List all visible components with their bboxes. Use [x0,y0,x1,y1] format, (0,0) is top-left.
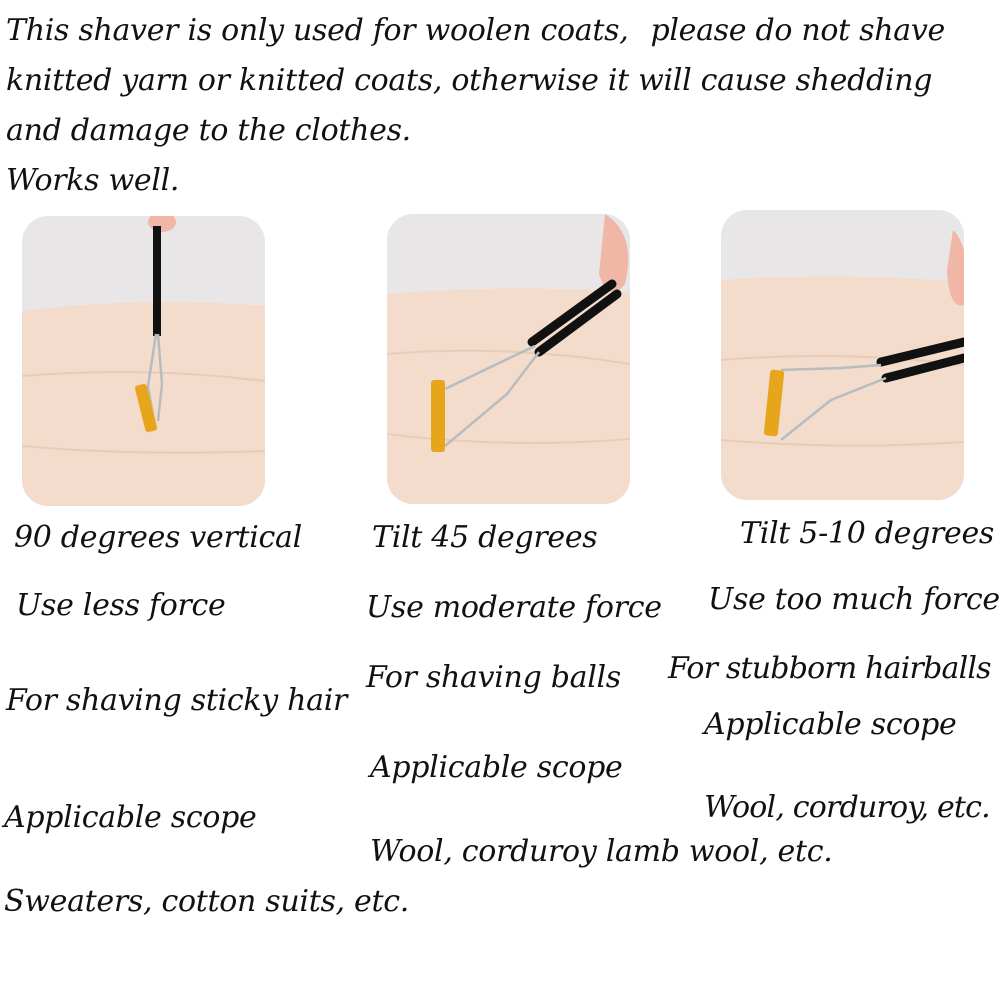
col1-scope: Sweaters, cotton suits, etc. [4,884,409,919]
col3-scope-label: Applicable scope [704,707,957,742]
col1-purpose: For shaving sticky hair [6,683,348,718]
intro-line-3: and damage to the clothes. [6,113,411,148]
col1-scope-label: Applicable scope [4,800,257,835]
intro-line-2: knitted yarn or knitted coats, otherwise it will cause shedding [6,63,933,98]
col3-force: Use too much force [708,582,1000,617]
col2-scope: Wool, corduroy lamb wool, etc. [370,834,833,869]
photo-45-degree-use [387,214,630,504]
intro-line-4: Works well. [6,163,180,198]
col2-purpose: For shaving balls [366,660,621,695]
photo-low-angle-use [721,210,964,500]
col3-scope: Wool, corduroy, etc. [704,790,990,825]
col2-angle: Tilt 45 degrees [372,520,598,555]
col3-angle: Tilt 5-10 degrees [740,516,995,551]
intro-line-1: This shaver is only used for woolen coats, please do not shave [6,13,945,48]
col2-scope-label: Applicable scope [370,750,623,785]
col3-purpose: For stubborn hairballs [668,651,991,686]
col1-force: Use less force [16,588,226,623]
intro-text [6,6,945,206]
photo-vertical-use [22,216,265,506]
col1-angle: 90 degrees vertical [14,520,302,555]
col2-force: Use moderate force [366,590,662,625]
